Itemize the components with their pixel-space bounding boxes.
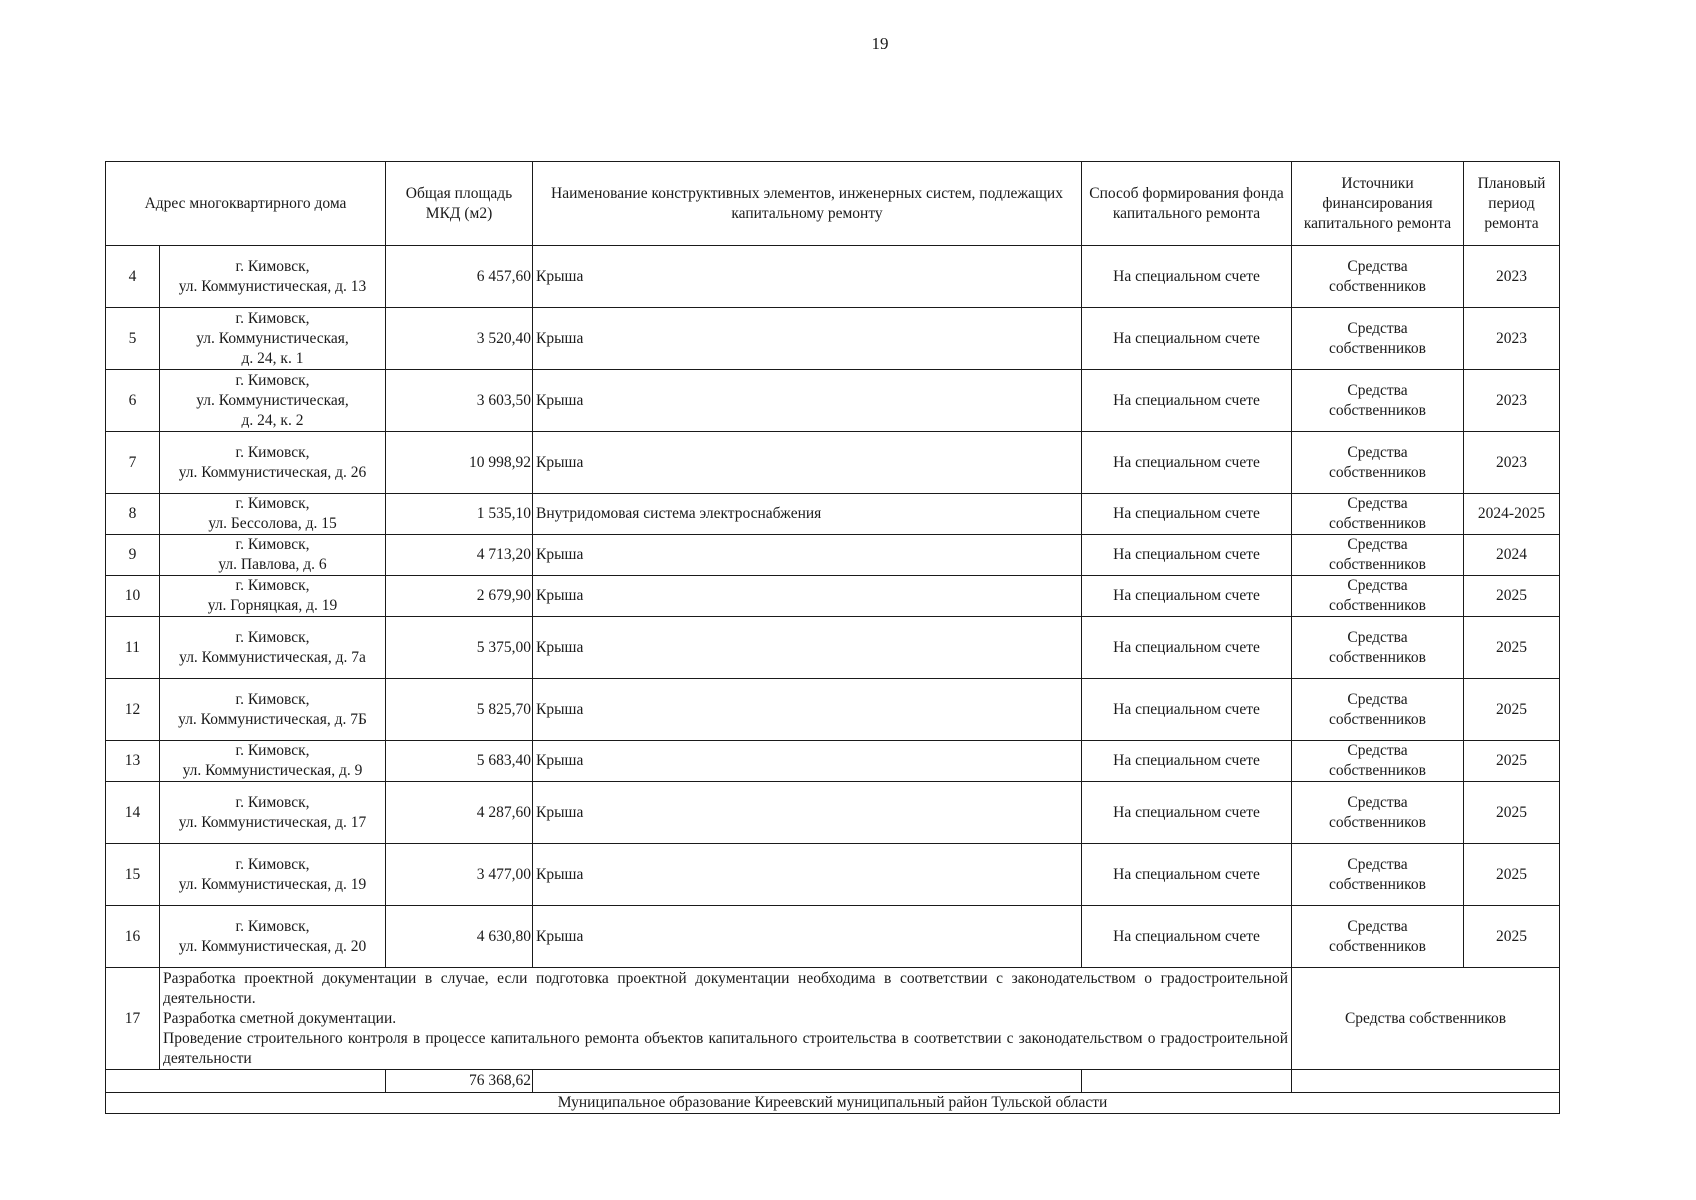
municipality-title: Муниципальное образование Киреевский муниципальный район Тульской области [106,1093,1560,1114]
page-number: 19 [871,34,889,53]
row-number: 11 [106,617,160,679]
row-period: 2024 [1464,535,1560,576]
address-street: ул. Коммунистическая, д. 9 [182,762,363,779]
row-number: 14 [106,782,160,844]
source-line-1: Средства [1347,536,1408,553]
row-number: 4 [106,246,160,308]
source-line-1: Средства [1347,495,1408,512]
row-element: Крыша [533,741,1082,782]
table-row [106,494,1560,535]
row-address [160,906,386,968]
table-row [106,370,1560,432]
row-area: 1 535,10 [386,494,533,535]
row-method: На специальном счете [1082,370,1292,432]
source-line-2: собственников [1329,875,1426,893]
note-row [106,968,1560,1070]
row-number: 16 [106,906,160,968]
row-period: 2025 [1464,844,1560,906]
note-text [160,968,1292,1070]
row-method: На специальном счете [1082,617,1292,679]
address-building: д. 24, к. 2 [241,411,304,429]
address-street: ул. Коммунистическая, д. 26 [178,463,367,481]
address-building: д. 24, к. 1 [241,349,304,367]
table-row [106,679,1560,741]
address-city: г. Кимовск, [235,257,310,275]
row-element: Крыша [533,432,1082,494]
row-period: 2025 [1464,741,1560,782]
row-element: Внутридомовая система электроснабжения [533,494,1082,535]
row-period: 2023 [1464,432,1560,494]
row-address [160,782,386,844]
row-area: 5 825,70 [386,679,533,741]
row-area: 4 630,80 [386,906,533,968]
source-line-2: собственников [1329,515,1426,532]
row-period: 2025 [1464,782,1560,844]
table-row [106,617,1560,679]
row-area: 5 683,40 [386,741,533,782]
header-address: Адрес многоквартирного дома [106,162,386,246]
row-source [1292,844,1464,906]
row-source [1292,741,1464,782]
address-city: г. Кимовск, [235,536,310,553]
total-empty-method [1082,1070,1292,1093]
row-area: 4 713,20 [386,535,533,576]
address-city: г. Кимовск, [235,309,310,327]
row-method: На специальном счете [1082,432,1292,494]
source-line-2: собственников [1329,813,1426,831]
row-element: Крыша [533,617,1082,679]
source-line-2: собственников [1329,556,1426,573]
row-source [1292,246,1464,308]
address-street: ул. Горняцкая, д. 19 [207,597,338,614]
row-period: 2023 [1464,370,1560,432]
address-city: г. Кимовск, [235,495,310,512]
header-source: Источники финансирования капитального ремонта [1292,162,1464,246]
total-empty-source [1292,1070,1560,1093]
row-element: Крыша [533,246,1082,308]
row-area: 3 520,40 [386,308,533,370]
source-line-1: Средства [1347,577,1408,594]
source-line-2: собственников [1329,277,1426,295]
row-element: Крыша [533,906,1082,968]
row-number: 9 [106,535,160,576]
row-source [1292,432,1464,494]
row-method: На специальном счете [1082,679,1292,741]
total-empty-elements [533,1070,1082,1093]
row-element: Крыша [533,844,1082,906]
row-source [1292,370,1464,432]
row-source [1292,535,1464,576]
row-element: Крыша [533,308,1082,370]
row-method: На специальном счете [1082,494,1292,535]
row-area: 3 477,00 [386,844,533,906]
address-street: ул. Бессолова, д. 15 [208,515,337,532]
row-address [160,576,386,617]
row-number: 6 [106,370,160,432]
source-line-1: Средства [1347,628,1408,646]
table-row [106,246,1560,308]
row-address [160,494,386,535]
row-address [160,844,386,906]
row-element: Крыша [533,370,1082,432]
source-line-2: собственников [1329,648,1426,666]
row-period: 2024-2025 [1464,494,1560,535]
address-city: г. Кимовск, [235,742,310,759]
row-period: 2025 [1464,576,1560,617]
source-line-1: Средства [1347,917,1408,935]
address-street: ул. Коммунистическая, д. 7а [179,648,366,666]
row-period: 2023 [1464,308,1560,370]
row-method: На специальном счете [1082,782,1292,844]
source-line-2: собственников [1329,339,1426,357]
row-address [160,679,386,741]
note-line-1: Разработка проектной документации в случае, если подготовка проектной документации необходима в соответствии с законодательством о градостроительной деятельности. [163,969,1289,1007]
row-number: 8 [106,494,160,535]
row-method: На специальном счете [1082,741,1292,782]
row-method: На специальном счете [1082,308,1292,370]
row-period: 2025 [1464,617,1560,679]
table-row [106,535,1560,576]
row-number: 13 [106,741,160,782]
address-street: ул. Коммунистическая, [196,329,349,347]
source-line-2: собственников [1329,762,1426,779]
address-city: г. Кимовск, [235,917,310,935]
table-row [106,782,1560,844]
row-number: 12 [106,679,160,741]
source-line-2: собственников [1329,401,1426,419]
address-street: ул. Коммунистическая, д. 19 [178,875,367,893]
row-area: 5 375,00 [386,617,533,679]
row-element: Крыша [533,782,1082,844]
row-number: 15 [106,844,160,906]
header-area: Общая площадь МКД (м2) [386,162,533,246]
address-city: г. Кимовск, [235,855,310,873]
source-line-2: собственников [1329,937,1426,955]
row-area: 10 998,92 [386,432,533,494]
source-line-1: Средства [1347,793,1408,811]
address-city: г. Кимовск, [235,793,310,811]
source-line-1: Средства [1347,443,1408,461]
row-number: 5 [106,308,160,370]
source-line-2: собственников [1329,463,1426,481]
row-period: 2025 [1464,906,1560,968]
source-line-1: Средства [1347,381,1408,399]
row-area: 6 457,60 [386,246,533,308]
row-method: На специальном счете [1082,844,1292,906]
header-row [106,162,1560,246]
row-source [1292,906,1464,968]
row-method: На специальном счете [1082,906,1292,968]
row-element: Крыша [533,576,1082,617]
source-line-1: Средства [1347,257,1408,275]
header-elements: Наименование конструктивных элементов, инженерных систем, подлежащих капитальному ремонту [533,162,1082,246]
address-street: ул. Коммунистическая, д. 20 [178,937,367,955]
note-row-number: 17 [106,968,160,1070]
address-city: г. Кимовск, [235,690,310,708]
source-line-1: Средства [1347,319,1408,337]
row-period: 2025 [1464,679,1560,741]
table-row [106,741,1560,782]
source-line-2: собственников [1329,597,1426,614]
row-source [1292,494,1464,535]
row-address [160,432,386,494]
row-address [160,535,386,576]
row-method: На специальном счете [1082,246,1292,308]
row-source [1292,782,1464,844]
address-city: г. Кимовск, [235,443,310,461]
source-line-2: собственников [1329,710,1426,728]
row-address [160,617,386,679]
row-source [1292,576,1464,617]
address-street: ул. Коммунистическая, д. 13 [178,277,367,295]
row-area: 2 679,90 [386,576,533,617]
row-source [1292,308,1464,370]
row-number: 7 [106,432,160,494]
total-row [106,1070,1560,1093]
source-line-1: Средства [1347,855,1408,873]
row-address [160,308,386,370]
note-source: Средства собственников [1292,968,1560,1070]
row-source [1292,679,1464,741]
address-city: г. Кимовск, [235,577,310,594]
source-line-1: Средства [1347,742,1408,759]
municipality-row [106,1093,1560,1114]
table-row [106,844,1560,906]
row-area: 4 287,60 [386,782,533,844]
row-method: На специальном счете [1082,576,1292,617]
address-street: ул. Коммунистическая, д. 17 [178,813,367,831]
row-method: На специальном счете [1082,535,1292,576]
row-period: 2023 [1464,246,1560,308]
address-street: ул. Коммунистическая, [196,391,349,409]
repair-schedule-table [105,161,1560,1114]
row-address [160,246,386,308]
row-element: Крыша [533,679,1082,741]
source-line-1: Средства [1347,690,1408,708]
row-source [1292,617,1464,679]
table-row [106,308,1560,370]
header-period: Плановый период ремонта [1464,162,1560,246]
total-label-cell [106,1070,386,1093]
table-row [106,906,1560,968]
table-row [106,432,1560,494]
address-city: г. Кимовск, [235,371,310,389]
address-street: ул. Павлова, д. 6 [218,556,327,573]
table-row [106,576,1560,617]
note-line-2: Разработка сметной документации. [163,1009,397,1027]
row-number: 10 [106,576,160,617]
row-area: 3 603,50 [386,370,533,432]
note-line-3: Проведение строительного контроля в процессе капитального ремонта объектов капитального строительства в соответствии с законодательством о градостроительной деятельности [163,1029,1289,1067]
row-element: Крыша [533,535,1082,576]
header-method: Способ формирования фонда капитального ремонта [1082,162,1292,246]
address-street: ул. Коммунистическая, д. 7Б [178,710,367,728]
row-address [160,370,386,432]
address-city: г. Кимовск, [235,628,310,646]
total-area: 76 368,62 [386,1070,533,1093]
row-address [160,741,386,782]
